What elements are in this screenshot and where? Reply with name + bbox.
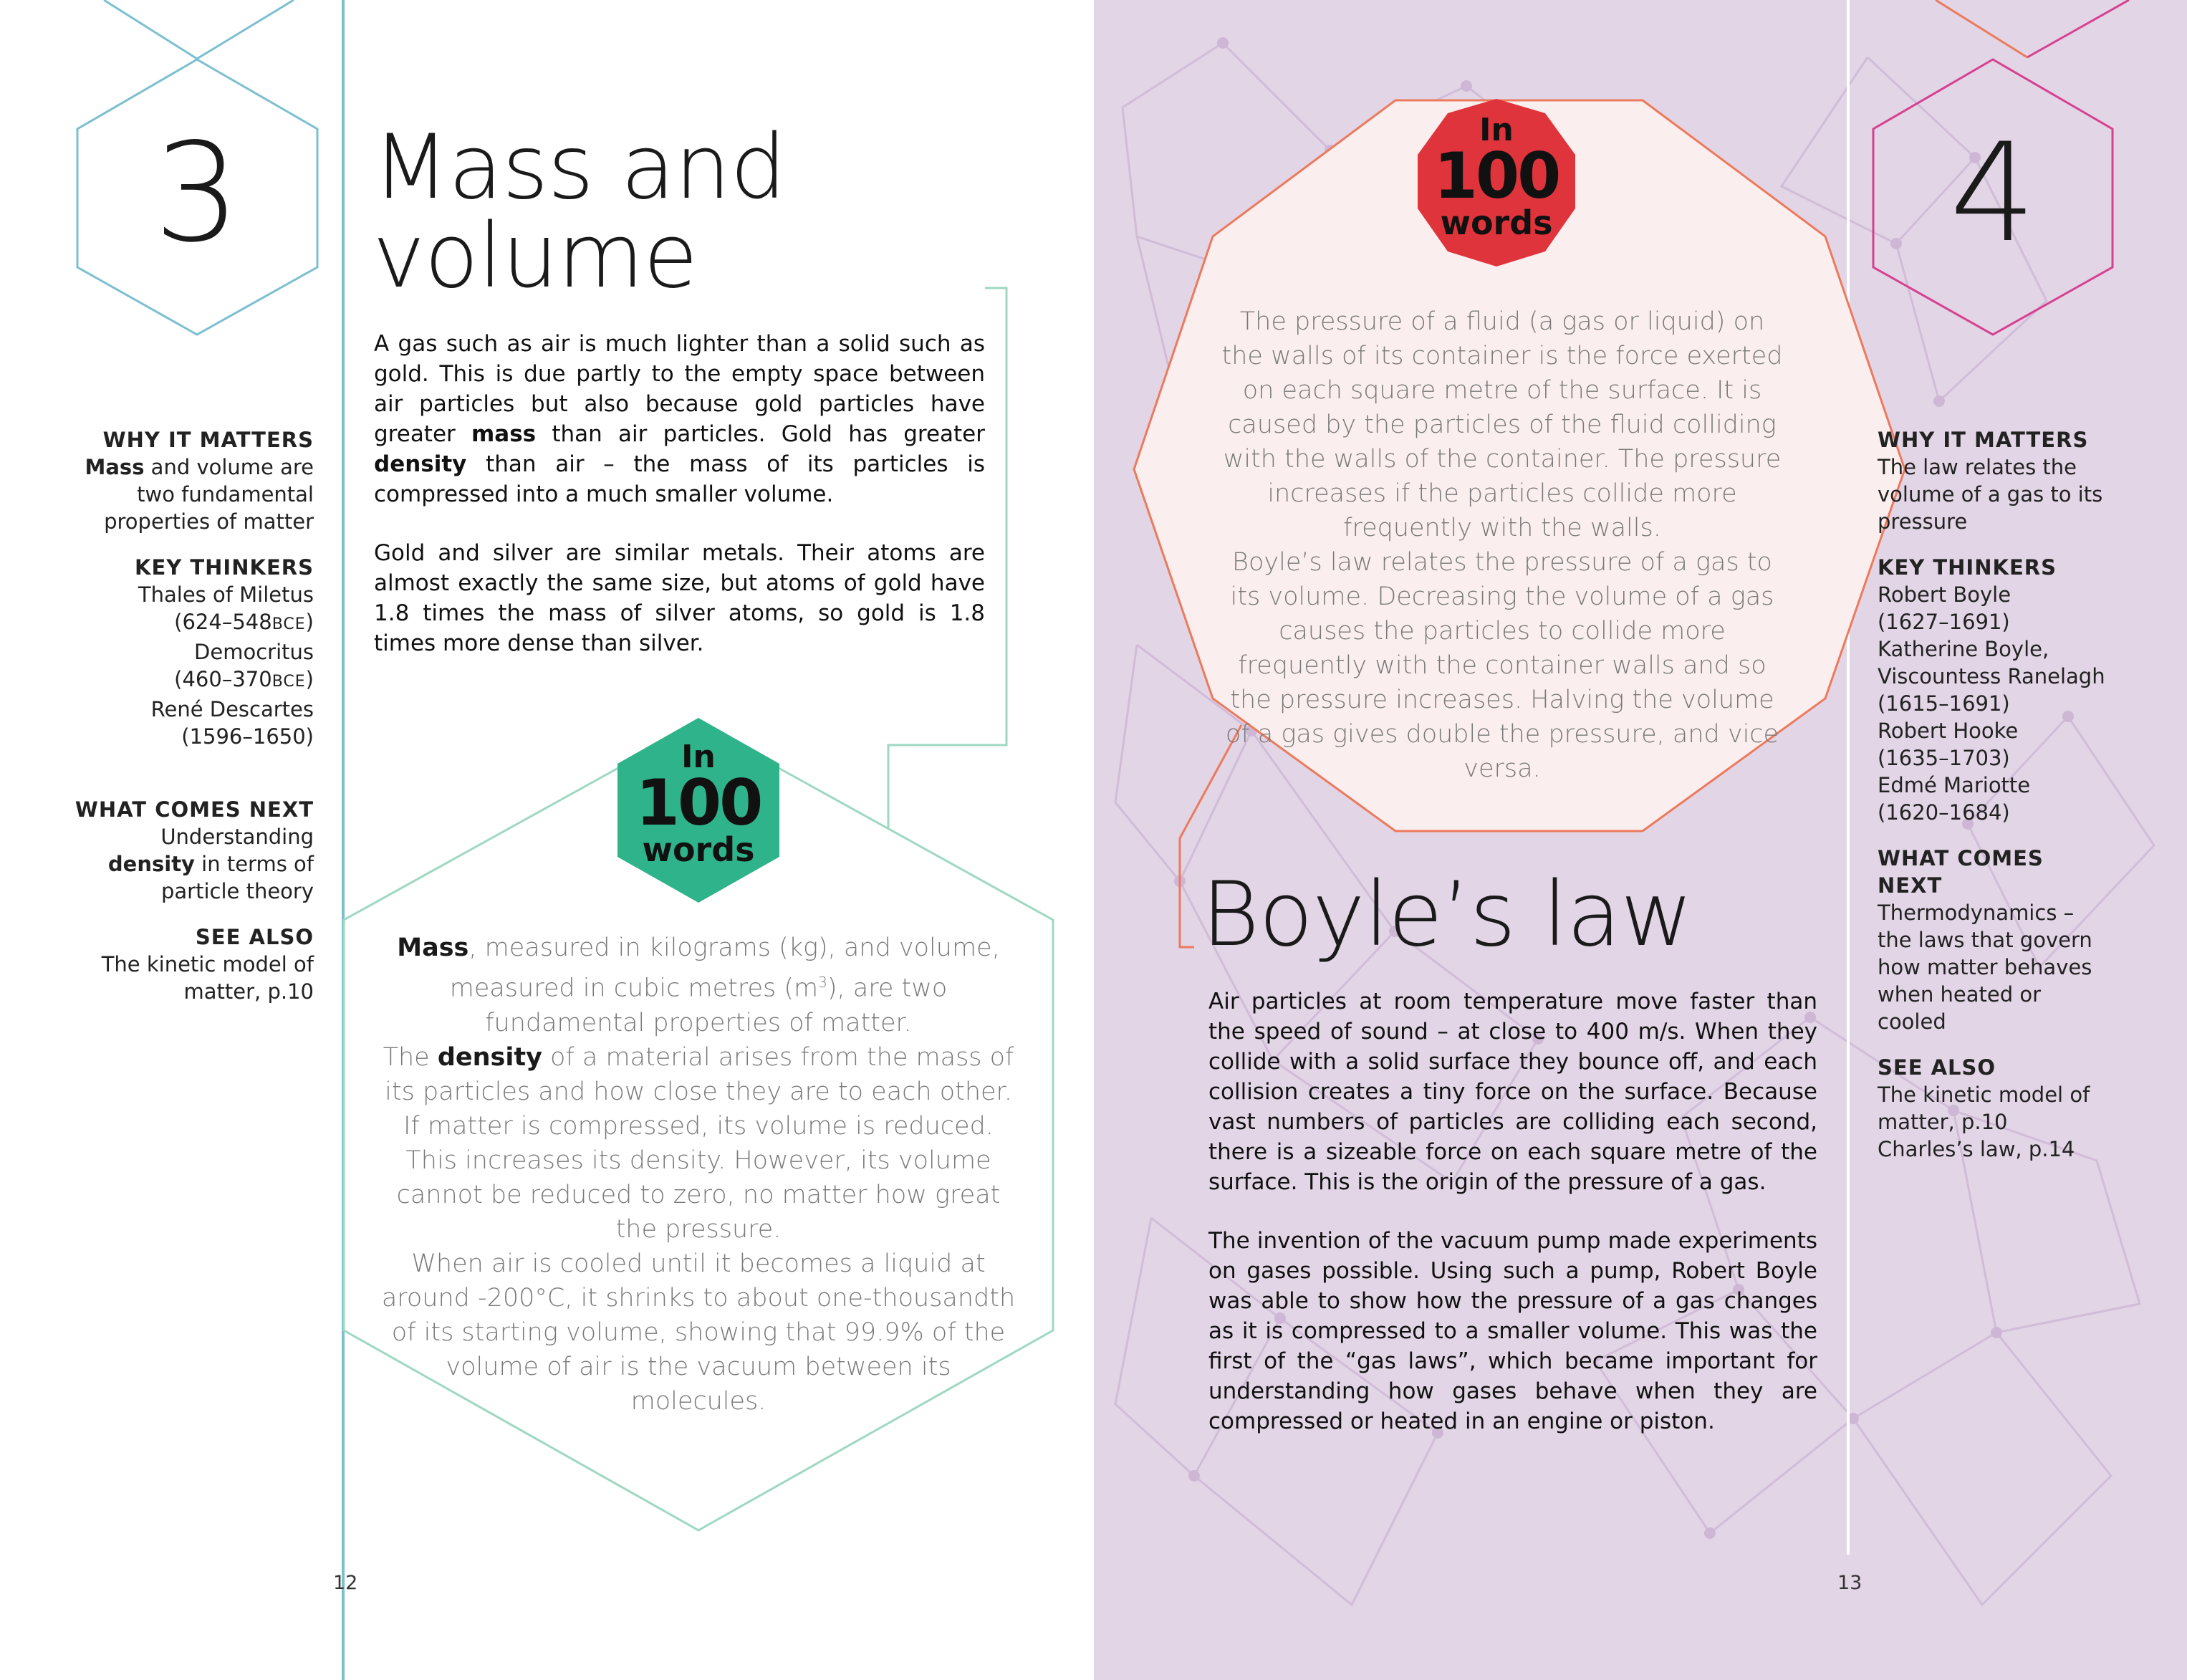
badge-words: words <box>1440 203 1553 242</box>
body-text-run: than air particles. Gold has greater <box>536 421 985 447</box>
why-heading: WHY IT MATTERS <box>1878 428 2089 452</box>
body-text-run: A gas such as air is much lighter than a solid such as gold. This is due partly to the empty space between air particles but also because gold particles have greater <box>374 331 985 447</box>
see-also-heading: SEE ALSO <box>1878 1055 1996 1080</box>
hundred-words-text <box>380 931 1017 1419</box>
thinker-era: BCE <box>271 673 306 691</box>
hundred-paragraph-2: Boyle’s law relates the pressure of a gas to its volume. Decreasing the volume of a gas causes the particles to collide more frequently with the container walls and so the pressure increases. Halving the volume of a gas gives double the pressure, and vice versa. <box>1225 548 1779 783</box>
right-page <box>1094 0 2187 1680</box>
hundred-paragraph-1: The pressure of a fluid (a gas or liquid) on the walls of its container is the force exerted on each square metre of the surface. It is caused by the particles of the fluid colliding with the walls of the container. The pressure increases if the particles collide more frequently with the walls. <box>1221 307 1783 542</box>
why-text: The law relates the volume of a gas to its pressure <box>1878 455 2103 534</box>
title-line-2: volume <box>372 205 698 308</box>
see-also-link[interactable]: Charles’s law, p.14 <box>1878 1137 2075 1161</box>
body-paragraph-2: The invention of the vacuum pump made experiments on gases possible. Using such a pump, Robert Boyle was able to show how the pressure of a gas changes as it is compressed to a smaller volume. This was the first of the “gas laws”, which became important for understanding how gases behave when they are compressed or heated in an engine or piston. <box>1208 1228 1817 1434</box>
thinker-entry <box>1878 717 2114 772</box>
hundred-paragraph-3: When air is cooled until it becomes a liquid at around -200°C, it shrinks to about one-thousandth of its starting volume, showing that 99.9% of the volume of air is the vacuum between its molecules. <box>381 1249 1016 1416</box>
thinker-name: Thales of Miletus <box>138 582 314 607</box>
thinker-dates: (1627–1691) <box>1878 610 2010 634</box>
title-line-1: Mass and <box>372 116 786 219</box>
key-thinkers-heading: KEY THINKERS <box>1878 555 2057 580</box>
what-comes-next-heading: WHAT COMES NEXT <box>74 797 314 822</box>
entry-number: 4 <box>1949 114 2037 272</box>
next-bold-term: density <box>107 852 195 876</box>
hundred-paragraph-2 <box>380 1040 1017 1247</box>
thinker-name: Katherine Boyle, Viscountess Ranelagh <box>1878 637 2105 688</box>
page-number: 12 <box>333 1572 358 1594</box>
superscript: 3 <box>818 974 827 991</box>
in-100-words-badge <box>616 739 781 869</box>
right-sidebar <box>1878 426 2114 1181</box>
hundred-bold-term: Mass <box>397 933 469 962</box>
thinker-years: (624–548 <box>174 610 272 634</box>
thinker-name: Edmé Mariotte <box>1878 773 2031 797</box>
thinker-name: Robert Boyle <box>1878 582 2011 607</box>
thinker-entry <box>1878 581 2114 635</box>
badge-number: 100 <box>1433 139 1559 213</box>
thinker-name: Robert Hooke <box>1878 719 2019 743</box>
hundred-paragraph-1 <box>380 931 1017 1040</box>
body-paragraph-1: Air particles at room temperature move faster than the speed of sound – at close to 400 m/s. When they collide with a solid surface they bounce off, and each collision creates a tiny force on the surface. Because vast numbers of particles are colliding each second, there is a sizeable force on each square metre of the surface. This is the origin of the pressure of a gas. <box>1208 989 1817 1195</box>
why-it-matters-block <box>1878 426 2114 535</box>
next-text-run: Understanding <box>160 825 314 849</box>
main-body-text <box>1208 987 1817 1465</box>
in-100-words-badge <box>1410 112 1582 242</box>
thinker-dates: (1620–1684) <box>1878 800 2010 825</box>
body-bold-term: density <box>374 451 467 477</box>
page-number: 13 <box>1837 1572 1862 1594</box>
thinker-name: Democritus <box>194 640 314 664</box>
thinker-close: ) <box>305 610 314 634</box>
what-comes-next-heading: WHAT COMES NEXT <box>1878 846 2044 898</box>
page-title: Boyle’s law <box>1201 863 1693 966</box>
see-also-text[interactable]: The kinetic model of matter, p.10 <box>101 952 314 1004</box>
next-text-run: in terms of particle theory <box>160 852 314 903</box>
body-text-run: than air – the mass of its particles is compressed into a much smaller volume. <box>374 451 985 507</box>
hundred-words-text <box>1216 304 1789 786</box>
thinker-entry <box>1878 772 2114 826</box>
thinker-entry <box>1878 635 2114 717</box>
thinker-dates: (1615–1691) <box>1878 691 2010 716</box>
badge-in: In <box>681 739 716 775</box>
why-bold-term: Mass <box>85 455 145 479</box>
badge-words: words <box>642 830 755 869</box>
what-comes-next-block <box>1878 845 2114 1035</box>
hundred-text-run: ), are two fundamental properties of matter. <box>485 974 948 1037</box>
body-paragraph-2: Gold and silver are similar metals. Their atoms are almost exactly the same size, but atoms of gold have 1.8 times the mass of silver atoms, so gold is 1.8 times more dense than silver. <box>374 540 985 656</box>
why-text-run: and volume are two fundamental properties of matter <box>104 455 314 534</box>
see-also-block <box>1878 1054 2114 1163</box>
hundred-text-run: The <box>383 1042 438 1072</box>
thinker-close: ) <box>305 667 314 691</box>
hundred-text-run: , measured in kilograms (kg), and volume, measured in cubic metres (m <box>449 933 1000 1003</box>
thinker-dates: (1635–1703) <box>1878 746 2010 770</box>
thinker-dates: (1596–1650) <box>181 724 314 749</box>
key-thinkers-block <box>1878 554 2114 826</box>
hundred-bold-term: density <box>437 1042 542 1072</box>
why-heading: WHY IT MATTERS <box>102 428 314 452</box>
body-bold-term: mass <box>471 421 537 447</box>
thinker-name: René Descartes <box>150 697 314 721</box>
hundred-text-run: of a material arises from the mass of its particles and how close they are to each other. If matter is compressed, its volume is reduced. This increases its density. However, its volume cannot be reduced to zero, no matter how great the pressure. <box>385 1042 1014 1244</box>
thinker-era: BCE <box>271 615 306 633</box>
see-also-heading: SEE ALSO <box>195 925 314 949</box>
thinker-years: (460–370 <box>174 667 272 691</box>
badge-in: In <box>1479 112 1514 148</box>
see-also-link[interactable]: The kinetic model of matter, p.10 <box>1878 1083 2090 1134</box>
what-comes-next-text: Thermodynamics – the laws that govern how matter behaves when heated or cooled <box>1878 901 2092 1034</box>
badge-number: 100 <box>635 766 761 840</box>
entry-number: 3 <box>153 114 241 272</box>
key-thinkers-heading: KEY THINKERS <box>135 555 314 580</box>
